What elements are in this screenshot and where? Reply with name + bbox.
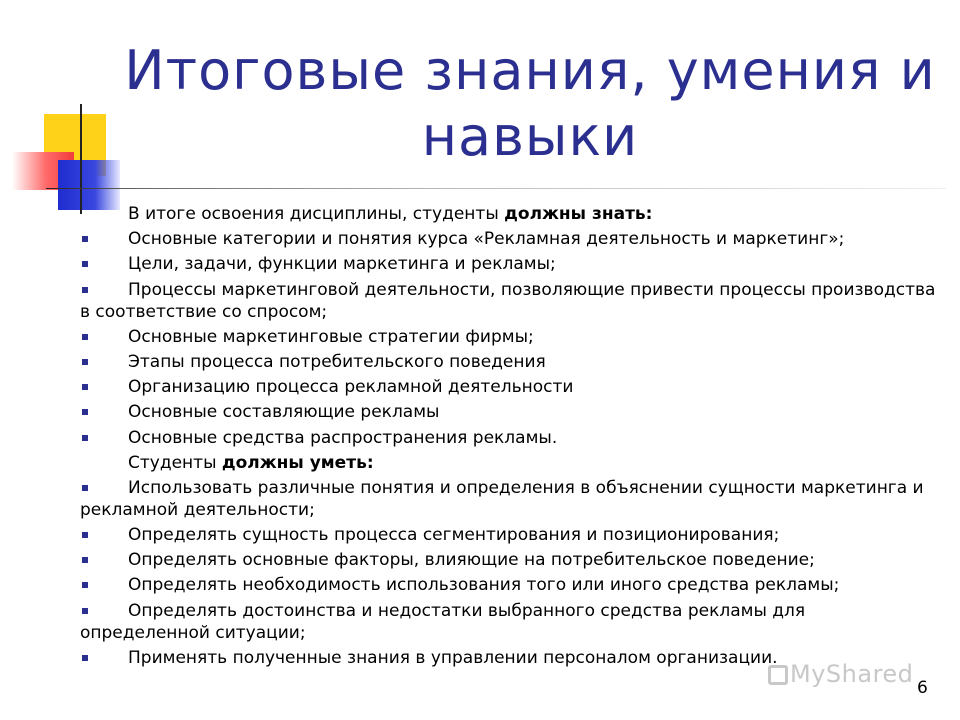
- bullet-icon: [82, 582, 88, 588]
- bullet-icon: [82, 236, 88, 242]
- slide-content: [80, 203, 940, 672]
- bullet-icon: [82, 334, 88, 340]
- bullet-icon: [82, 532, 88, 538]
- watermark-text: MyShared: [790, 660, 914, 688]
- list-item: [80, 376, 940, 398]
- list-item-text: Определять основные факторы, влияющие на потребительское поведение;: [128, 550, 815, 571]
- list-item-text: Основные составляющие рекламы: [128, 402, 440, 423]
- watermark-logo-icon: [768, 665, 788, 685]
- list-item-text: Основные категории и понятия курса «Рекламная деятельность и маркетинг»;: [128, 229, 845, 250]
- bullet-icon: [82, 287, 88, 293]
- list-item: [80, 574, 940, 596]
- know-intro-bold: должны знать:: [504, 204, 653, 224]
- list-item-text: Использовать различные понятия и определения в объяснении сущности маркетинга и рекламной деятельности;: [80, 477, 924, 520]
- list-item: [80, 351, 940, 373]
- list-item: [80, 326, 940, 348]
- bullet-icon: [82, 261, 88, 267]
- list-item: [80, 279, 940, 323]
- list-item: [80, 524, 940, 546]
- watermark: [768, 660, 913, 688]
- bullet-icon: [82, 655, 88, 661]
- list-item-text: Организацию процесса рекламной деятельности: [128, 377, 574, 398]
- list-item-text: Определять необходимость использования того или иного средства рекламы;: [128, 575, 840, 596]
- title-divider-line: [46, 188, 946, 189]
- bullet-icon: [82, 359, 88, 365]
- able-intro: [80, 452, 940, 474]
- bullet-icon: [82, 409, 88, 415]
- list-item-text: Процессы маркетинговой деятельности, позволяющие привести процессы производства в соответствие со спросом;: [80, 279, 936, 322]
- list-item-text: Основные маркетинговые стратегии фирмы;: [128, 326, 534, 347]
- bullet-icon: [82, 557, 88, 563]
- know-intro: [80, 203, 940, 225]
- bullet-icon: [82, 608, 88, 614]
- list-item-text: Определять сущность процесса сегментирования и позиционирования;: [128, 525, 780, 546]
- list-item: [80, 228, 940, 250]
- able-intro-text: Студенты: [128, 452, 222, 473]
- page-number: 6: [917, 678, 928, 698]
- list-item-text: Цели, задачи, функции маркетинга и рекламы;: [128, 254, 556, 275]
- bullet-icon: [82, 384, 88, 390]
- list-item-text: Применять полученные знания в управлении персоналом организации.: [128, 647, 778, 668]
- list-item: [80, 427, 940, 449]
- list-item-text: Этапы процесса потребительского поведения: [128, 351, 546, 372]
- bullet-icon: [82, 435, 88, 441]
- able-intro-bold: должны уметь:: [221, 452, 374, 473]
- list-item: [80, 253, 940, 275]
- list-item: [80, 401, 940, 423]
- list-item: [80, 477, 940, 521]
- bullet-icon: [82, 485, 88, 491]
- list-item-text: Определять достоинства и недостатки выбранного средства рекламы для определенной ситуации;: [80, 600, 806, 643]
- list-item-text: Основные средства распространения рекламы.: [128, 427, 558, 448]
- list-item: [80, 600, 940, 644]
- list-item: [80, 549, 940, 571]
- decor-vertical-line: [80, 104, 82, 214]
- know-intro-text: В итоге освоения дисциплины, студенты: [128, 204, 505, 224]
- slide-title: Итоговые знания, умения и навыки: [124, 39, 936, 168]
